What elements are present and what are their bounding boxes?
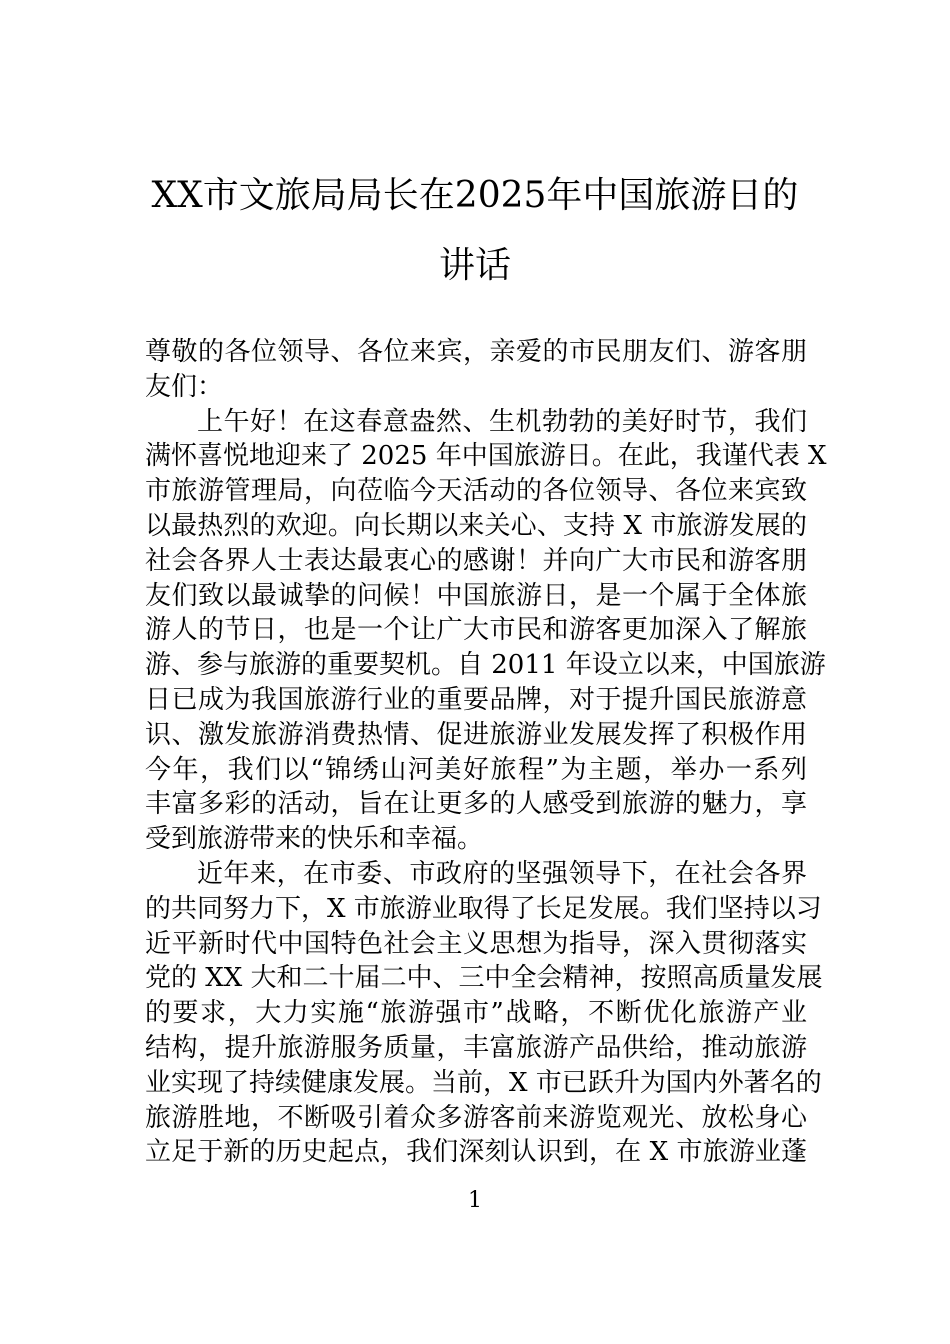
text-line: 游人的节日，也是一个让广大市民和游客更加深入了解旅 xyxy=(145,615,807,646)
page-number: 1 xyxy=(468,1188,482,1213)
text-line: 识、激发旅游消费热情、促进旅游业发展发挥了积极作用 xyxy=(145,719,807,750)
text-line: 近年来，在市委、市政府的坚强领导下，在社会各界 xyxy=(197,858,807,889)
text-line: 党的 XX 大和二十届二中、三中全会精神，按照高质量发展 xyxy=(145,963,823,994)
text-line: 近平新时代中国特色社会主义思想为指导，深入贯彻落实 xyxy=(145,928,807,959)
text-line: 业实现了持续健康发展。当前，X 市已跃升为国内外著名的 xyxy=(145,1067,822,1098)
document-title-line-2: 讲话 xyxy=(438,245,511,286)
text-line: 友们： xyxy=(145,371,224,402)
text-line: 尊敬的各位领导、各位来宾，亲爱的市民朋友们、游客朋 xyxy=(145,337,807,367)
text-line: 旅游胜地，不断吸引着众多游客前来游览观光、放松身心 xyxy=(145,1102,807,1133)
text-line: 满怀喜悦地迎来了 2025 年中国旅游日。在此，我谨代表 X xyxy=(145,441,827,472)
text-line: 的要求，大力实施“旅游强市”战略，不断优化旅游产业 xyxy=(145,998,807,1029)
document-title-line-1: XX市文旅局局长在2025年中国旅游日的 xyxy=(151,175,799,216)
text-line: 社会各界人士表达最衷心的感谢！并向广大市民和游客朋 xyxy=(145,545,807,576)
text-line: 游、参与旅游的重要契机。自 2011 年设立以来，中国旅游 xyxy=(145,650,826,681)
text-line: 友们致以最诚挚的问候！中国旅游日，是一个属于全体旅 xyxy=(145,580,807,611)
text-line: 今年，我们以“锦绣山河美好旅程”为主题，举办一系列 xyxy=(145,754,807,785)
text-line: 日已成为我国旅游行业的重要品牌，对于提升国民旅游意 xyxy=(145,684,807,715)
text-line: 丰富多彩的活动，旨在让更多的人感受到旅游的魅力，享 xyxy=(145,789,807,820)
text-line: 市旅游管理局，向莅临今天活动的各位领导、各位来宾致 xyxy=(145,476,807,507)
text-line: 上午好！在这春意盎然、生机勃勃的美好时节，我们 xyxy=(197,406,807,437)
text-line: 受到旅游带来的快乐和幸福。 xyxy=(145,824,484,855)
text-line: 结构，提升旅游服务质量，丰富旅游产品供给，推动旅游 xyxy=(145,1032,807,1063)
text-line: 以最热烈的欢迎。向长期以来关心、支持 X 市旅游发展的 xyxy=(145,510,807,541)
text-line: 立足于新的历史起点，我们深刻认识到，在 X 市旅游业蓬 xyxy=(145,1137,807,1168)
document-body xyxy=(145,335,827,1170)
text-line: 的共同努力下，X 市旅游业取得了长足发展。我们坚持以习 xyxy=(145,893,822,924)
